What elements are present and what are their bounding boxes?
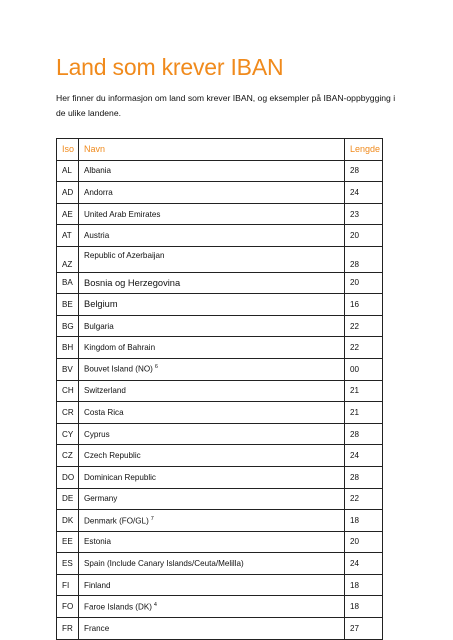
table-row <box>57 160 383 182</box>
cell-iso: CY <box>57 423 79 445</box>
cell-length: 18 <box>345 574 383 596</box>
cell-length: 21 <box>345 380 383 402</box>
country-name: Estonia <box>84 537 111 547</box>
table-row <box>57 531 383 553</box>
table-row <box>57 315 383 337</box>
cell-iso: BG <box>57 315 79 337</box>
cell-iso: AD <box>57 182 79 204</box>
cell-name <box>79 574 345 596</box>
cell-length: 18 <box>345 510 383 532</box>
table-row <box>57 337 383 359</box>
cell-name <box>79 294 345 316</box>
cell-name <box>79 596 345 618</box>
table-row <box>57 246 383 272</box>
cell-name <box>79 445 345 467</box>
table-row <box>57 358 383 380</box>
cell-name <box>79 225 345 247</box>
table-row <box>57 272 383 294</box>
table-row <box>57 294 383 316</box>
header-length: Lengde <box>345 139 383 161</box>
cell-length: 21 <box>345 402 383 424</box>
country-name: Albania <box>84 166 112 176</box>
country-name: Faroe Islands (DK) <box>84 602 152 612</box>
country-name: Switzerland <box>84 386 126 396</box>
cell-length: 22 <box>345 337 383 359</box>
table-row <box>57 402 383 424</box>
country-name: Andorra <box>84 187 113 197</box>
footnote-marker: 6 <box>154 364 158 371</box>
country-name: Republic of Azerbaijan <box>84 250 165 260</box>
cell-name <box>79 466 345 488</box>
country-name: United Arab Emirates <box>84 209 161 219</box>
cell-length: 24 <box>345 553 383 575</box>
table-row <box>57 203 383 225</box>
header-name: Navn <box>79 139 345 161</box>
header-iso: Iso <box>57 139 79 161</box>
cell-iso: BE <box>57 294 79 316</box>
cell-length: 22 <box>345 315 383 337</box>
cell-name <box>79 510 345 532</box>
cell-name <box>79 380 345 402</box>
cell-name <box>79 423 345 445</box>
cell-length: 23 <box>345 203 383 225</box>
cell-name <box>79 272 345 294</box>
cell-name <box>79 618 345 640</box>
cell-length: 16 <box>345 294 383 316</box>
table-row <box>57 380 383 402</box>
country-name: Germany <box>84 494 118 504</box>
cell-length: 20 <box>345 225 383 247</box>
country-name: Bouvet Island (NO) <box>84 365 153 375</box>
table-header-row <box>57 139 383 161</box>
cell-length: 20 <box>345 531 383 553</box>
cell-iso: DK <box>57 510 79 532</box>
footnote-marker: 4 <box>153 601 157 608</box>
cell-name <box>79 160 345 182</box>
cell-iso: FI <box>57 574 79 596</box>
cell-iso: DE <box>57 488 79 510</box>
page-title: Land som krever IBAN <box>56 54 284 80</box>
cell-iso: CZ <box>57 445 79 467</box>
cell-length: 28 <box>345 423 383 445</box>
footnote-marker: 7 <box>150 515 154 522</box>
cell-iso: AE <box>57 203 79 225</box>
cell-iso: CH <box>57 380 79 402</box>
country-name: Dominican Republic <box>84 472 156 482</box>
country-name: Costa Rica <box>84 407 124 417</box>
table-row <box>57 618 383 640</box>
table-row <box>57 225 383 247</box>
cell-length: 00 <box>345 358 383 380</box>
cell-length: 20 <box>345 272 383 294</box>
cell-name <box>79 203 345 225</box>
cell-length: 28 <box>345 246 383 272</box>
country-name: Czech Republic <box>84 451 141 461</box>
cell-length: 24 <box>345 445 383 467</box>
cell-iso: EE <box>57 531 79 553</box>
country-name: Belgium <box>84 299 118 310</box>
cell-name <box>79 337 345 359</box>
table-row <box>57 182 383 204</box>
table-row <box>57 423 383 445</box>
cell-name <box>79 358 345 380</box>
country-name: Bulgaria <box>84 321 114 331</box>
cell-iso: AT <box>57 225 79 247</box>
cell-iso: BV <box>57 358 79 380</box>
country-name: Denmark (FO/GL) <box>84 516 149 526</box>
cell-iso: BH <box>57 337 79 359</box>
cell-name <box>79 315 345 337</box>
table-row <box>57 510 383 532</box>
cell-length: 22 <box>345 488 383 510</box>
country-name: Finland <box>84 580 111 590</box>
table-row <box>57 553 383 575</box>
cell-iso: FR <box>57 618 79 640</box>
cell-length: 24 <box>345 182 383 204</box>
cell-name <box>79 182 345 204</box>
cell-iso: AL <box>57 160 79 182</box>
cell-iso: DO <box>57 466 79 488</box>
cell-name <box>79 553 345 575</box>
cell-iso: AZ <box>57 246 79 272</box>
iban-country-table <box>56 138 383 640</box>
cell-iso: ES <box>57 553 79 575</box>
cell-length: 28 <box>345 160 383 182</box>
cell-iso: FO <box>57 596 79 618</box>
country-name: France <box>84 623 110 633</box>
table-row <box>57 488 383 510</box>
table-row <box>57 466 383 488</box>
cell-name <box>79 531 345 553</box>
cell-name <box>79 246 345 272</box>
cell-length: 28 <box>345 466 383 488</box>
cell-name <box>79 488 345 510</box>
table-row <box>57 596 383 618</box>
country-name: Bosnia og Herzegovina <box>84 277 181 288</box>
cell-name <box>79 402 345 424</box>
cell-length: 27 <box>345 618 383 640</box>
intro-paragraph: Her finner du informasjon om land som krever IBAN, og eksempler på IBAN-oppbygging i de ulike landene. <box>56 93 396 118</box>
cell-length: 18 <box>345 596 383 618</box>
country-name: Cyprus <box>84 429 110 439</box>
country-name: Austria <box>84 231 110 241</box>
country-name: Spain (Include Canary Islands/Ceuta/Melilla) <box>84 559 244 569</box>
cell-iso: CR <box>57 402 79 424</box>
table-row <box>57 445 383 467</box>
table-row <box>57 574 383 596</box>
cell-iso: BA <box>57 272 79 294</box>
country-name: Kingdom of Bahrain <box>84 343 156 353</box>
